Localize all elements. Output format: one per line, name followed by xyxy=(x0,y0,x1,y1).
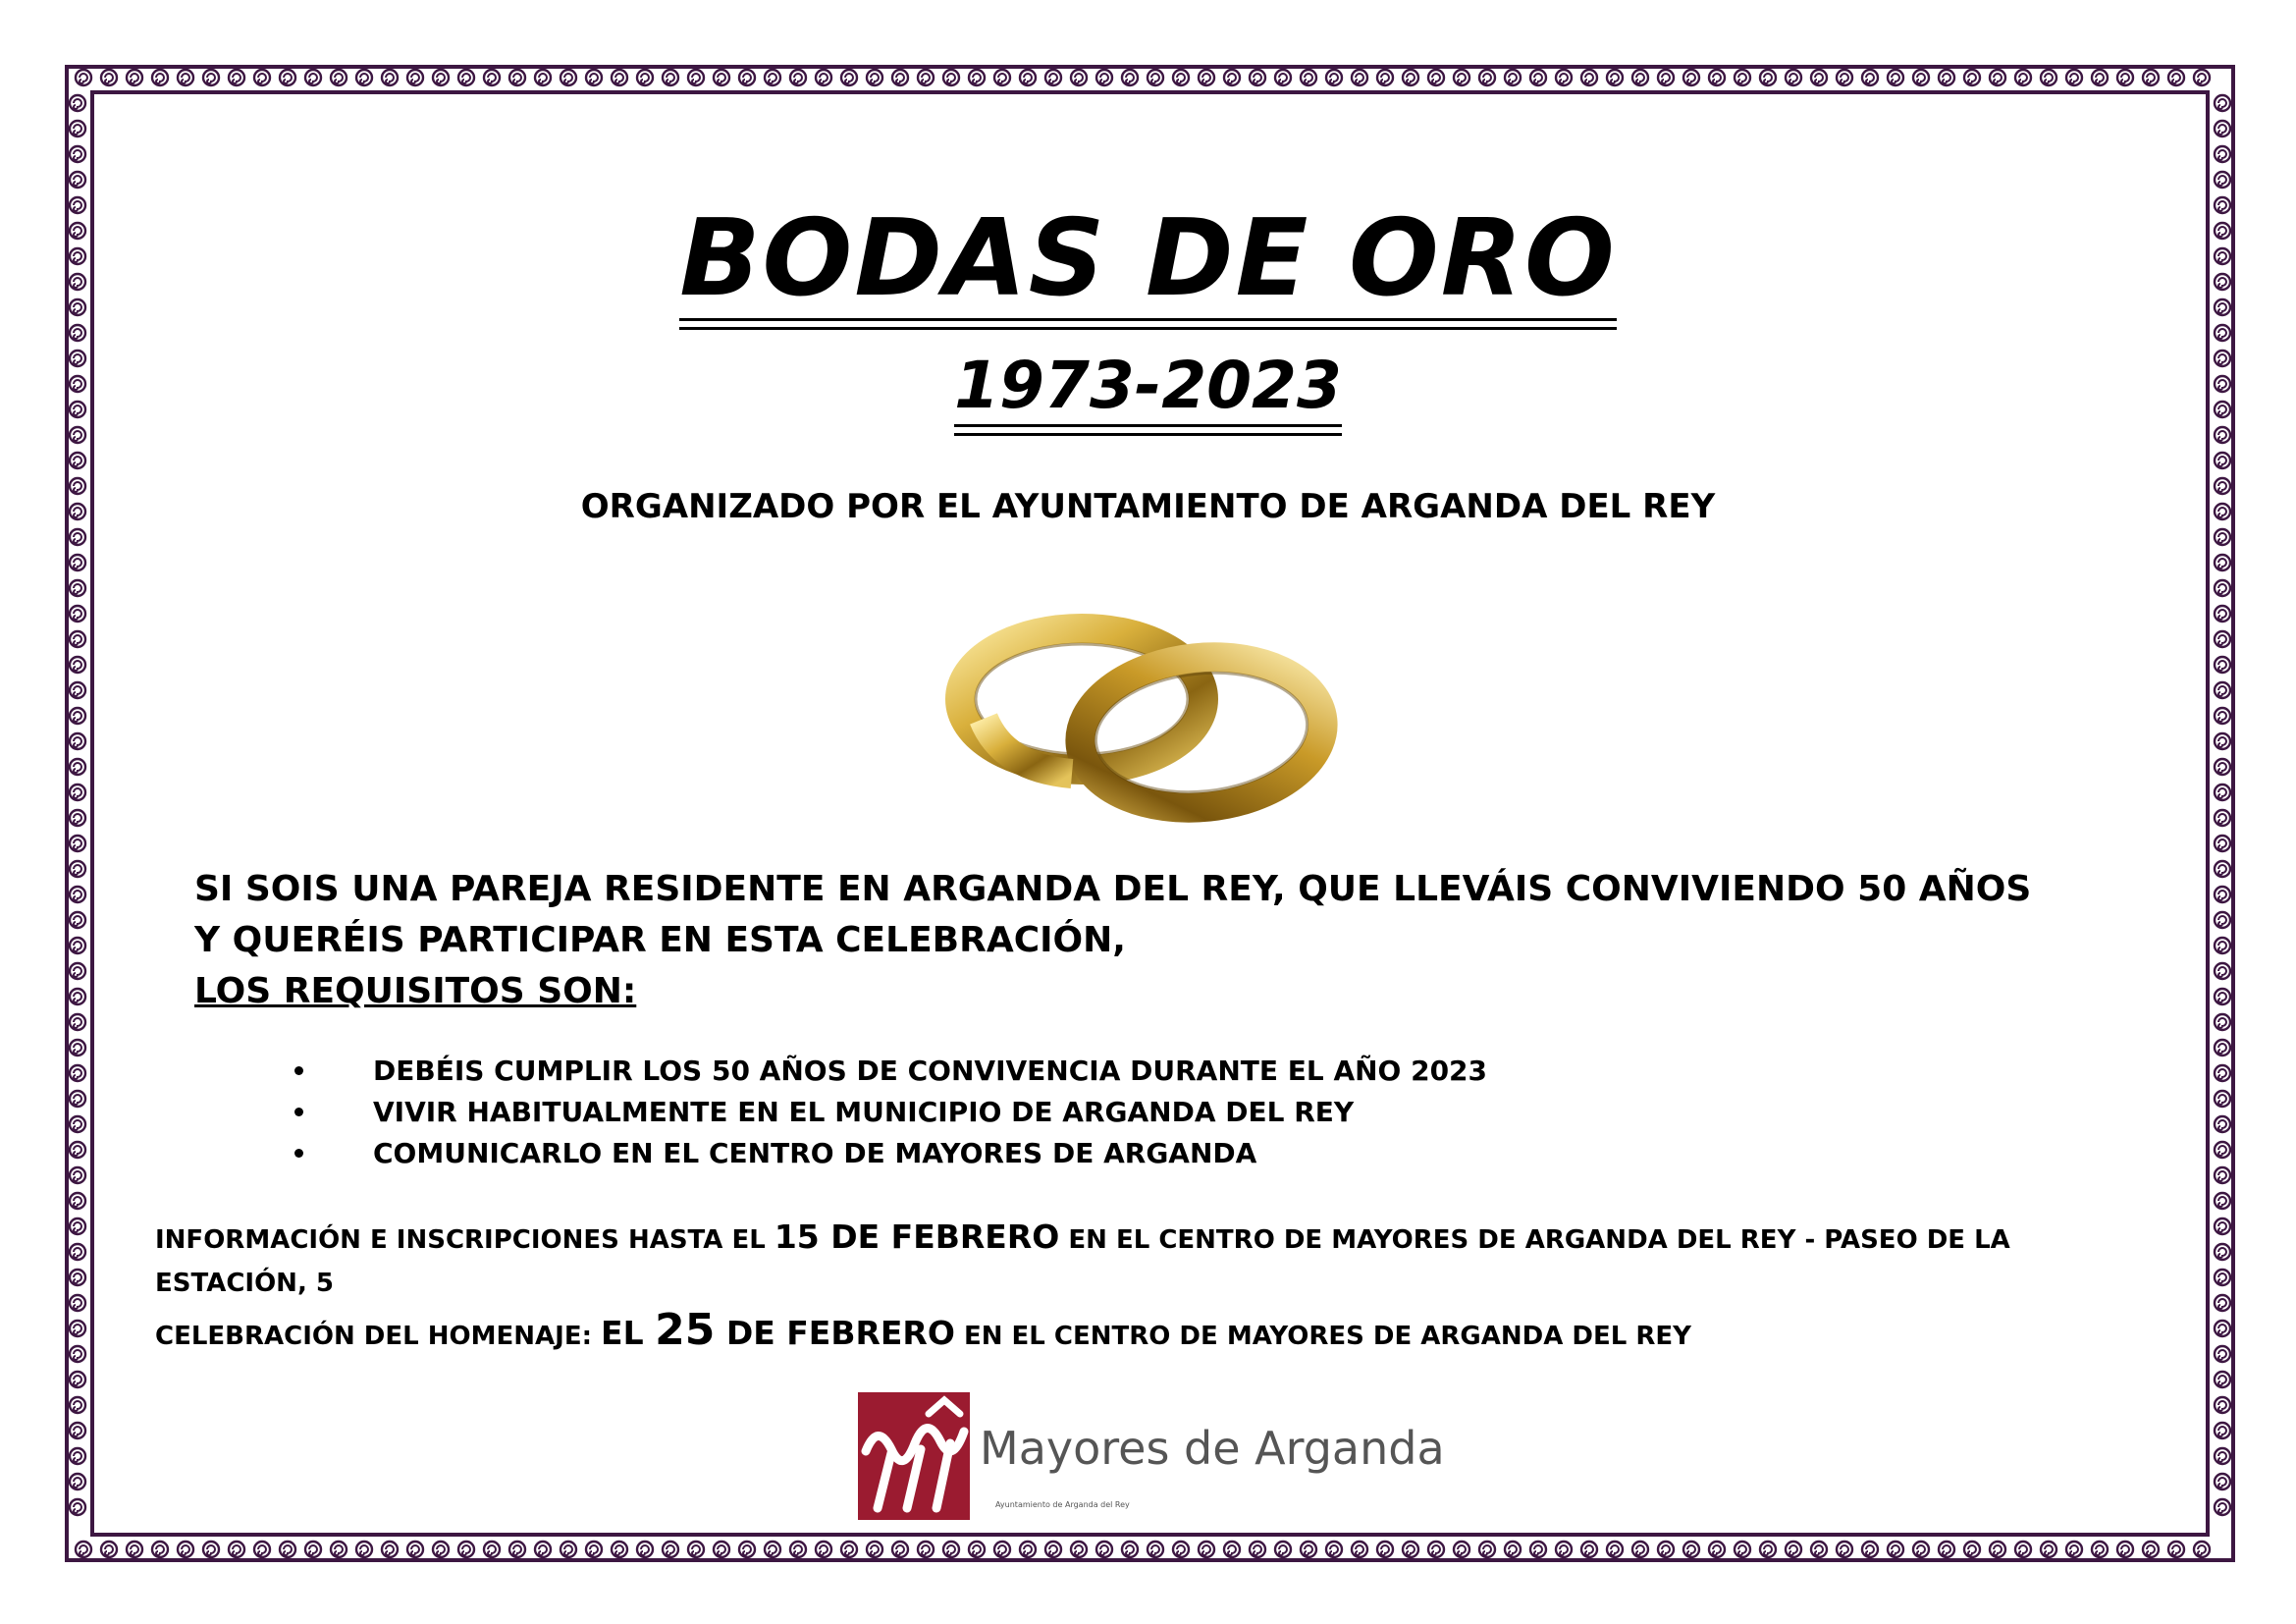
spiral-ornament xyxy=(407,1542,423,1557)
spiral-ornament xyxy=(2117,1542,2133,1557)
spiral-ornament xyxy=(70,427,85,443)
spiral-ornament xyxy=(714,70,729,85)
spiral-ornament xyxy=(1658,70,1674,85)
spiral-ornament xyxy=(382,1542,398,1557)
spiral-ornament xyxy=(1122,70,1138,85)
spiral-ornament xyxy=(70,861,85,877)
spiral-ornament xyxy=(2215,1423,2230,1438)
spiral-ornament xyxy=(535,70,551,85)
spiral-ornament xyxy=(2092,1542,2108,1557)
spiral-ornament xyxy=(867,1542,882,1557)
spiral-ornament xyxy=(1862,1542,1878,1557)
registration-deadline: 15 DE FEBRERO xyxy=(774,1218,1060,1256)
spiral-ornament xyxy=(2041,70,2056,85)
spiral-ornament xyxy=(918,70,934,85)
spiral-ornament xyxy=(70,95,85,111)
spiral-ornament xyxy=(2215,1142,2230,1158)
spiral-ornament xyxy=(918,1542,934,1557)
spiral-ornament xyxy=(1301,70,1316,85)
spiral-ornament xyxy=(739,1542,755,1557)
spiral-ornament xyxy=(2215,1448,2230,1464)
spiral-ornament xyxy=(1735,1542,1750,1557)
spiral-ornament xyxy=(70,1065,85,1081)
spiral-ornament xyxy=(790,70,806,85)
spiral-ornament xyxy=(2215,708,2230,724)
spiral-ornament xyxy=(1658,1542,1674,1557)
spiral-ornament xyxy=(70,121,85,136)
spiral-ornament xyxy=(70,1167,85,1183)
spiral-ornament xyxy=(1913,1542,1929,1557)
spiral-ornament xyxy=(867,70,882,85)
spiral-ornament xyxy=(229,1542,244,1557)
spiral-ornament xyxy=(70,708,85,724)
spiral-ornament xyxy=(2215,1372,2230,1387)
spiral-ornament xyxy=(1786,70,1801,85)
spiral-ornament xyxy=(458,1542,474,1557)
spiral-ornament xyxy=(765,70,780,85)
requirements-list xyxy=(285,1051,1487,1174)
spiral-ornament xyxy=(1301,1542,1316,1557)
spiral-ornament xyxy=(203,70,219,85)
spiral-ornament xyxy=(382,70,398,85)
spiral-ornament xyxy=(1045,1542,1061,1557)
spiral-ornament xyxy=(2066,1542,2082,1557)
spiral-ornament xyxy=(70,657,85,673)
spiral-ornament xyxy=(101,70,117,85)
spiral-ornament xyxy=(1045,70,1061,85)
spiral-ornament xyxy=(1250,1542,1265,1557)
spiral-ornament xyxy=(407,70,423,85)
spiral-ornament xyxy=(2215,1270,2230,1285)
spiral-ornament xyxy=(70,1295,85,1311)
spiral-ornament xyxy=(1173,1542,1189,1557)
spiral-ornament xyxy=(1071,1542,1087,1557)
spiral-ornament xyxy=(1888,1542,1903,1557)
spiral-ornament xyxy=(70,1091,85,1107)
spiral-ornament xyxy=(2215,836,2230,851)
spiral-ornament xyxy=(841,70,857,85)
spiral-ornament xyxy=(433,1542,449,1557)
spiral-ornament xyxy=(1020,1542,1036,1557)
spiral-ornament xyxy=(433,70,449,85)
spiral-ornament xyxy=(1403,1542,1418,1557)
spiral-ornament xyxy=(1275,70,1291,85)
spiral-ornament xyxy=(2215,529,2230,545)
spiral-ornament xyxy=(1199,1542,1214,1557)
spiral-ornament xyxy=(2215,95,2230,111)
list-item: VIVIR HABITUALMENTE EN EL MUNICIPIO DE ARGANDA DEL REY xyxy=(285,1092,1487,1133)
spiral-ornament xyxy=(2215,1474,2230,1489)
spiral-ornament xyxy=(280,70,295,85)
spiral-ornament xyxy=(1607,1542,1623,1557)
spiral-ornament xyxy=(1505,1542,1521,1557)
spiral-ornament xyxy=(994,70,1010,85)
spiral-ornament xyxy=(70,1193,85,1209)
spiral-ornament xyxy=(561,1542,576,1557)
spiral-ornament xyxy=(509,1542,525,1557)
spiral-ornament xyxy=(1632,70,1648,85)
spiral-ornament xyxy=(2215,555,2230,570)
spiral-ornament xyxy=(1505,70,1521,85)
spiral-ornament xyxy=(2215,1397,2230,1413)
spiral-ornament xyxy=(1556,1542,1572,1557)
spiral-ornament xyxy=(2215,1499,2230,1515)
spiral-ornament xyxy=(943,70,959,85)
spiral-ornament xyxy=(816,1542,831,1557)
spiral-ornament xyxy=(2215,427,2230,443)
spiral-ornament xyxy=(1403,70,1418,85)
spiral-ornament xyxy=(70,682,85,698)
spiral-ornament xyxy=(2215,963,2230,979)
spiral-ornament xyxy=(1888,70,1903,85)
requirements-heading: LOS REQUISITOS SON: xyxy=(194,971,637,1011)
spiral-ornament xyxy=(1530,1542,1546,1557)
spiral-ornament xyxy=(2215,1218,2230,1234)
spiral-ornament xyxy=(2215,1091,2230,1107)
spiral-ornament xyxy=(841,1542,857,1557)
spiral-ornament xyxy=(1479,1542,1495,1557)
list-item: COMUNICARLO EN EL CENTRO DE MAYORES DE ARGANDA xyxy=(285,1133,1487,1174)
celebration-info: CELEBRACIÓN DEL HOMENAJE: EL 25 DE FEBRERO EN EL CENTRO DE MAYORES DE ARGANDA DEL REY xyxy=(155,1305,1691,1355)
spiral-ornament xyxy=(612,70,627,85)
spiral-ornament xyxy=(1964,70,1980,85)
spiral-ornament xyxy=(688,70,704,85)
mayores-arganda-logo xyxy=(858,1392,1447,1520)
spiral-ornament xyxy=(663,70,678,85)
spiral-ornament xyxy=(1837,1542,1852,1557)
spiral-ornament xyxy=(101,1542,117,1557)
spiral-ornament xyxy=(892,1542,908,1557)
spiral-ornament xyxy=(1683,1542,1699,1557)
spiral-ornament xyxy=(2117,70,2133,85)
spiral-ornament xyxy=(1939,1542,1954,1557)
spiral-ornament xyxy=(816,70,831,85)
spiral-ornament xyxy=(1760,70,1776,85)
spiral-ornament xyxy=(70,1448,85,1464)
list-item: DEBÉIS CUMPLIR LOS 50 AÑOS DE CONVIVENCIA DURANTE EL AÑO 2023 xyxy=(285,1051,1487,1092)
spiral-ornament xyxy=(2215,1295,2230,1311)
spiral-ornament xyxy=(2194,1542,2210,1557)
spiral-ornament xyxy=(2215,1116,2230,1132)
spiral-ornament xyxy=(70,529,85,545)
spiral-ornament xyxy=(203,1542,219,1557)
registration-info: INFORMACIÓN E INSCRIPCIONES HASTA EL 15 DE FEBRERO EN EL CENTRO DE MAYORES DE ARGANDA DEL REY - PASEO DE LA ESTACIÓN, 5 xyxy=(155,1218,2010,1298)
spiral-ornament xyxy=(2215,682,2230,698)
spiral-ornament xyxy=(2041,1542,2056,1557)
celebration-day: 25 xyxy=(655,1305,716,1355)
spiral-ornament xyxy=(943,1542,959,1557)
spiral-ornament xyxy=(1683,70,1699,85)
spiral-ornament xyxy=(561,70,576,85)
spiral-ornament xyxy=(1122,1542,1138,1557)
spiral-ornament xyxy=(2168,1542,2184,1557)
spiral-ornament xyxy=(2215,810,2230,826)
spiral-ornament xyxy=(70,836,85,851)
spiral-ornament xyxy=(70,631,85,647)
spiral-ornament xyxy=(70,555,85,570)
spiral-ornament xyxy=(484,1542,500,1557)
spiral-ornament xyxy=(70,606,85,622)
spiral-ornament xyxy=(1862,70,1878,85)
spiral-ornament xyxy=(70,325,85,341)
spiral-ornament xyxy=(2215,1040,2230,1056)
spiral-ornament xyxy=(535,1542,551,1557)
spiral-ornament xyxy=(2215,606,2230,622)
spiral-ornament xyxy=(586,70,602,85)
spiral-ornament xyxy=(1428,70,1444,85)
spiral-ornament xyxy=(70,785,85,800)
spiral-ornament xyxy=(70,146,85,162)
spiral-ornament xyxy=(1326,70,1342,85)
spiral-ornament xyxy=(70,1397,85,1413)
spiral-ornament xyxy=(2066,70,2082,85)
spiral-ornament xyxy=(1607,70,1623,85)
spiral-ornament xyxy=(2168,70,2184,85)
spiral-ornament xyxy=(178,1542,193,1557)
spiral-ornament xyxy=(1939,70,1954,85)
spiral-ornament xyxy=(2215,733,2230,749)
spiral-ornament xyxy=(2215,631,2230,647)
spiral-ornament xyxy=(1735,70,1750,85)
spiral-ornament xyxy=(892,70,908,85)
spiral-ornament xyxy=(178,70,193,85)
spiral-ornament xyxy=(739,70,755,85)
spiral-ornament xyxy=(70,963,85,979)
organizer-line: ORGANIZADO POR EL AYUNTAMIENTO DE ARGANDA DEL REY xyxy=(580,487,1716,526)
spiral-ornament xyxy=(76,1542,91,1557)
spiral-ornament xyxy=(331,70,347,85)
spiral-ornament xyxy=(2215,1321,2230,1336)
spiral-ornament xyxy=(1173,70,1189,85)
spiral-ornament xyxy=(70,1218,85,1234)
logo-text: Mayores de Arganda xyxy=(980,1422,1445,1475)
spiral-ornament xyxy=(70,1372,85,1387)
spiral-ornament xyxy=(305,1542,321,1557)
spiral-ornament xyxy=(509,70,525,85)
spiral-ornament xyxy=(2215,1014,2230,1030)
spiral-ornament xyxy=(2092,70,2108,85)
spiral-ornament xyxy=(70,453,85,468)
intro-text xyxy=(194,864,2138,1017)
spiral-ornament xyxy=(70,887,85,902)
spiral-ornament xyxy=(790,1542,806,1557)
spiral-ornament xyxy=(688,1542,704,1557)
spiral-ornament xyxy=(1199,70,1214,85)
spiral-ornament xyxy=(1709,70,1725,85)
spiral-ornament xyxy=(2215,121,2230,136)
intro-line-2: Y QUERÉIS PARTICIPAR EN ESTA CELEBRACIÓN, xyxy=(194,920,1126,960)
spiral-ornament xyxy=(2215,1167,2230,1183)
spiral-ornament xyxy=(70,938,85,953)
spiral-ornament xyxy=(1071,70,1087,85)
spiral-ornament xyxy=(2215,453,2230,468)
spiral-ornament xyxy=(70,580,85,596)
spiral-ornament xyxy=(76,70,91,85)
spiral-ornament xyxy=(458,70,474,85)
spiral-ornament xyxy=(1479,70,1495,85)
spiral-ornament xyxy=(152,1542,168,1557)
spiral-ornament xyxy=(994,1542,1010,1557)
spiral-ornament xyxy=(2215,938,2230,953)
spiral-ornament xyxy=(1377,1542,1393,1557)
spiral-ornament xyxy=(356,1542,372,1557)
spiral-ornament xyxy=(2215,1193,2230,1209)
spiral-ornament xyxy=(70,810,85,826)
spiral-ornament xyxy=(1556,70,1572,85)
spiral-ornament xyxy=(1096,70,1112,85)
spiral-ornament xyxy=(1020,70,1036,85)
spiral-ornament xyxy=(1148,1542,1163,1557)
spiral-ornament xyxy=(254,1542,270,1557)
spiral-ornament xyxy=(765,1542,780,1557)
logo-subtitle: Ayuntamiento de Arganda del Rey xyxy=(995,1500,1130,1509)
spiral-ornament xyxy=(127,1542,142,1557)
spiral-ornament xyxy=(1250,70,1265,85)
spiral-ornament xyxy=(70,1142,85,1158)
spiral-ornament xyxy=(70,1474,85,1489)
spiral-ornament xyxy=(229,70,244,85)
spiral-ornament xyxy=(2143,1542,2159,1557)
spiral-ornament xyxy=(1964,1542,1980,1557)
spiral-ornament xyxy=(70,1499,85,1515)
spiral-ornament xyxy=(1632,1542,1648,1557)
spiral-ornament xyxy=(1581,70,1597,85)
spiral-ornament xyxy=(637,1542,653,1557)
spiral-ornament xyxy=(2215,887,2230,902)
spiral-ornament xyxy=(70,1014,85,1030)
spiral-ornament xyxy=(1096,1542,1112,1557)
spiral-ornament xyxy=(1837,70,1852,85)
spiral-ornament xyxy=(2215,657,2230,673)
spiral-ornament xyxy=(1530,70,1546,85)
spiral-ornament xyxy=(2215,989,2230,1004)
spiral-ornament xyxy=(70,172,85,188)
spiral-ornament xyxy=(1811,70,1827,85)
spiral-ornament xyxy=(1454,1542,1469,1557)
spiral-ornament xyxy=(1352,1542,1367,1557)
spiral-ornament xyxy=(637,70,653,85)
spiral-ornament xyxy=(1709,1542,1725,1557)
spiral-ornament xyxy=(1786,1542,1801,1557)
spiral-ornament xyxy=(2015,1542,2031,1557)
spiral-ornament xyxy=(152,70,168,85)
spiral-ornament xyxy=(1990,70,2005,85)
spiral-ornament xyxy=(1428,1542,1444,1557)
intro-line-1: SI SOIS UNA PAREJA RESIDENTE EN ARGANDA DEL REY, QUE LLEVÁIS CONVIVIENDO 50 AÑOS xyxy=(194,869,2032,909)
spiral-ornament xyxy=(70,1321,85,1336)
spiral-ornament xyxy=(1913,70,1929,85)
spiral-ornament xyxy=(2215,325,2230,341)
spiral-ornament xyxy=(70,1423,85,1438)
spiral-ornament xyxy=(2215,1065,2230,1081)
spiral-ornament xyxy=(1148,70,1163,85)
spiral-ornament xyxy=(70,1040,85,1056)
spiral-ornament xyxy=(1581,1542,1597,1557)
spiral-ornament xyxy=(2215,146,2230,162)
spiral-ornament xyxy=(663,1542,678,1557)
spiral-ornament xyxy=(70,1244,85,1260)
spiral-ornament xyxy=(969,1542,985,1557)
spiral-ornament xyxy=(2215,580,2230,596)
spiral-ornament xyxy=(2015,70,2031,85)
spiral-ornament xyxy=(2215,785,2230,800)
spiral-ornament xyxy=(1811,1542,1827,1557)
spiral-ornament xyxy=(1326,1542,1342,1557)
spiral-ornament xyxy=(70,1116,85,1132)
spiral-ornament xyxy=(2215,861,2230,877)
spiral-ornament xyxy=(2215,759,2230,775)
spiral-ornament xyxy=(714,1542,729,1557)
spiral-ornament xyxy=(70,759,85,775)
spiral-ornament xyxy=(127,70,142,85)
spiral-ornament xyxy=(2215,1346,2230,1362)
spiral-ornament xyxy=(1224,70,1240,85)
spiral-ornament xyxy=(484,70,500,85)
spiral-ornament xyxy=(969,70,985,85)
spiral-ornament xyxy=(1352,70,1367,85)
page-title: BODAS DE ORO xyxy=(679,197,1617,320)
spiral-ornament xyxy=(2215,912,2230,928)
spiral-ornament xyxy=(70,733,85,749)
spiral-ornament xyxy=(70,1346,85,1362)
spiral-ornament xyxy=(586,1542,602,1557)
mayores-arganda-logo-icon xyxy=(858,1392,970,1520)
wedding-rings-image xyxy=(944,601,1341,837)
spiral-ornament xyxy=(356,70,372,85)
spiral-ornament xyxy=(70,1270,85,1285)
spiral-ornament xyxy=(331,1542,347,1557)
spiral-ornament xyxy=(2215,1244,2230,1260)
spiral-ornament xyxy=(1275,1542,1291,1557)
spiral-ornament xyxy=(1760,1542,1776,1557)
spiral-ornament xyxy=(254,70,270,85)
spiral-ornament xyxy=(70,989,85,1004)
spiral-ornament xyxy=(2215,172,2230,188)
spiral-ornament xyxy=(612,1542,627,1557)
spiral-ornament xyxy=(1454,70,1469,85)
years-subtitle: 1973-2023 xyxy=(0,353,2296,426)
spiral-ornament xyxy=(70,912,85,928)
spiral-ornament xyxy=(305,70,321,85)
spiral-ornament xyxy=(1377,70,1393,85)
spiral-ornament xyxy=(2143,70,2159,85)
spiral-ornament xyxy=(2194,70,2210,85)
spiral-ornament xyxy=(1224,1542,1240,1557)
spiral-ornament xyxy=(1990,1542,2005,1557)
spiral-ornament xyxy=(280,1542,295,1557)
